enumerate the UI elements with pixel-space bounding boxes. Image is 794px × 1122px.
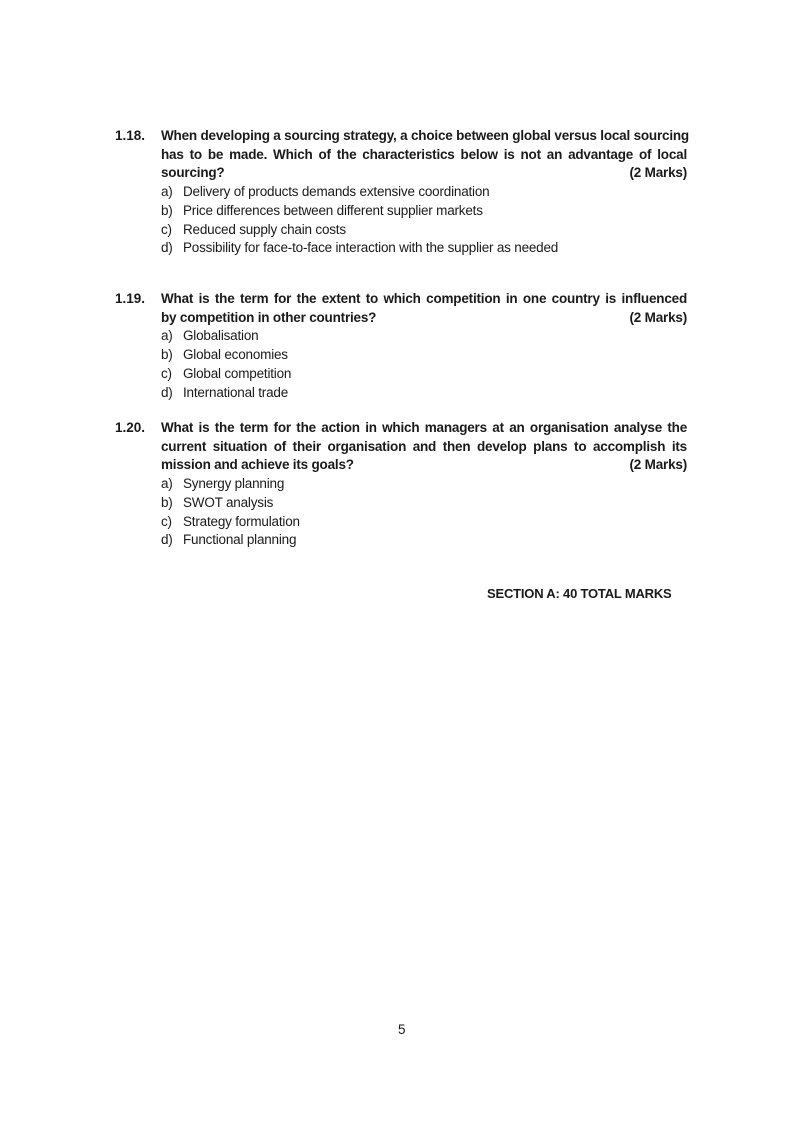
question-line: by competition in other countries? [161, 309, 377, 325]
question-line-last [161, 309, 687, 328]
question-line-last [161, 164, 687, 183]
option-letter: a) [161, 328, 173, 344]
option-letter: d) [161, 240, 173, 256]
question-number: 1.18. [115, 128, 146, 143]
option [161, 494, 687, 513]
option [161, 513, 687, 532]
marks: (2 Marks) [629, 309, 687, 325]
question-line: current situation of their organisation and then develop plans to accomplish its [161, 438, 687, 454]
option-letter: a) [161, 184, 173, 200]
question-1.19 [115, 290, 687, 402]
option-letter: d) [161, 384, 173, 400]
option-letter: b) [161, 494, 173, 510]
option-letter: b) [161, 347, 173, 363]
option-text: Delivery of products demands extensive coordination [183, 184, 490, 200]
option-text: Functional planning [183, 532, 297, 548]
option-letter: c) [161, 365, 172, 381]
option-text: Global economies [183, 347, 288, 363]
marks: (2 Marks) [629, 457, 687, 473]
option-text: Possibility for face-to-face interaction with the supplier as needed [183, 240, 559, 256]
option [161, 221, 687, 240]
option-text: Synergy planning [183, 476, 285, 492]
option-text: Reduced supply chain costs [183, 221, 346, 237]
question-text [161, 290, 687, 327]
option [161, 327, 687, 346]
option [161, 475, 687, 494]
question-1.18 [115, 127, 687, 258]
option-text: Globalisation [183, 328, 259, 344]
option-text: SWOT analysis [183, 494, 274, 510]
question-text [161, 127, 687, 183]
option-text: International trade [183, 384, 289, 400]
option-text: Global competition [183, 365, 292, 381]
option [161, 346, 687, 365]
options-list [161, 183, 687, 258]
question-line: When developing a sourcing strategy, a choice between global versus local sourcing [161, 128, 689, 143]
option-text: Price differences between different supplier markets [183, 202, 483, 218]
question-1.20 [115, 419, 687, 550]
page-number: 5 [398, 1022, 406, 1037]
question-text [161, 419, 687, 475]
option-letter: c) [161, 221, 172, 237]
options-list [161, 475, 687, 550]
question-line: mission and achieve its goals? [161, 457, 354, 473]
option [161, 239, 687, 258]
option [161, 202, 687, 221]
question-line: What is the term for the action in which managers at an organisation analyse the [161, 420, 687, 435]
option-text: Strategy formulation [183, 513, 300, 529]
option-letter: d) [161, 532, 173, 548]
question-line: What is the term for the extent to which competition in one country is influenced [161, 291, 687, 306]
question-line: sourcing? [161, 165, 225, 181]
question-number: 1.20. [115, 420, 146, 435]
question-number: 1.19. [115, 291, 146, 306]
section-total: SECTION A: 40 TOTAL MARKS [487, 586, 672, 601]
options-list [161, 327, 687, 402]
option [161, 384, 687, 403]
marks: (2 Marks) [629, 165, 687, 181]
option [161, 183, 687, 202]
question-line-last [161, 456, 687, 475]
question-line: has to be made. Which of the characteristics below is not an advantage of local [161, 146, 687, 162]
option [161, 365, 687, 384]
option-letter: c) [161, 513, 172, 529]
option [161, 531, 687, 550]
option-letter: b) [161, 202, 173, 218]
option-letter: a) [161, 476, 173, 492]
